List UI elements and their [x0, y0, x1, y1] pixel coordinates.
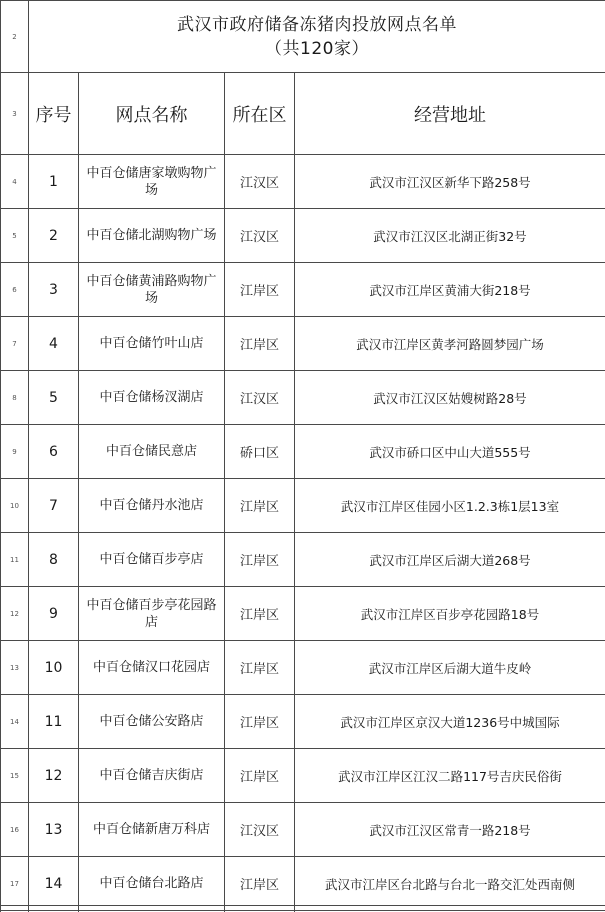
title-count: （共120家） — [31, 37, 603, 61]
district-cell: 江岸区 — [225, 317, 295, 371]
district-cell: 江汉区 — [225, 209, 295, 263]
district-cell: 江汉区 — [225, 371, 295, 425]
district-cell: 江岸区 — [225, 695, 295, 749]
row-number: 7 — [1, 317, 29, 371]
address-cell: 武汉市硚口区中山大道555号 — [295, 425, 605, 479]
address-cell: 武汉市江岸区江汉二路117号吉庆民俗街 — [295, 749, 605, 803]
district-cell: 江岸区 — [225, 749, 295, 803]
row-number: 14 — [1, 695, 29, 749]
seq-cell: 6 — [29, 425, 79, 479]
seq-cell: 3 — [29, 263, 79, 317]
seq-cell: 4 — [29, 317, 79, 371]
row-number: 5 — [1, 209, 29, 263]
table-row — [1, 317, 605, 371]
title-main: 武汉市政府储备冻猪肉投放网点名单 — [31, 13, 603, 37]
outlet-name-cell: 中百仓储北湖购物广场 — [79, 209, 225, 263]
address-cell: 武汉市江汉区北湖正街32号 — [295, 209, 605, 263]
outlet-name-cell: 中百仓储吉庆街店 — [79, 749, 225, 803]
row-number: 9 — [1, 425, 29, 479]
table-row — [1, 803, 605, 857]
row-number: 8 — [1, 371, 29, 425]
seq-cell: 14 — [29, 857, 79, 911]
address-cell: 武汉市江岸区佳园小区1.2.3栋1层13室 — [295, 479, 605, 533]
table-row — [1, 695, 605, 749]
table-row — [1, 479, 605, 533]
outlet-name-cell: 中百仓储汉口花园店 — [79, 641, 225, 695]
header-row — [1, 73, 605, 155]
district-cell: 江汉区 — [225, 155, 295, 209]
seq-cell: 8 — [29, 533, 79, 587]
row-number: 12 — [1, 587, 29, 641]
district-cell: 江岸区 — [225, 857, 295, 911]
table-row — [1, 587, 605, 641]
outlet-name-cell: 中百仓储唐家墩购物广场 — [79, 155, 225, 209]
outlet-name-cell: 中百仓储百步亭花园路店 — [79, 587, 225, 641]
title-row — [1, 1, 605, 73]
row-number: 6 — [1, 263, 29, 317]
table-row — [1, 371, 605, 425]
address-cell: 武汉市江岸区后湖大道牛皮岭 — [295, 641, 605, 695]
table-row — [1, 155, 605, 209]
table-row — [1, 209, 605, 263]
address-cell: 武汉市江汉区新华下路258号 — [295, 155, 605, 209]
row-number: 4 — [1, 155, 29, 209]
table-row — [1, 425, 605, 479]
district-cell: 江岸区 — [225, 263, 295, 317]
header-address: 经营地址 — [295, 73, 605, 155]
seq-cell: 11 — [29, 695, 79, 749]
table-row — [1, 749, 605, 803]
district-cell: 江岸区 — [225, 641, 295, 695]
outlet-name-cell: 中百仓储丹水池店 — [79, 479, 225, 533]
outlet-name-cell: 中百仓储新唐万科店 — [79, 803, 225, 857]
outlet-name-cell: 中百仓储公安路店 — [79, 695, 225, 749]
outlet-name-cell: 中百仓储民意店 — [79, 425, 225, 479]
header-district: 所在区 — [225, 73, 295, 155]
row-number: 15 — [1, 749, 29, 803]
address-cell: 武汉市江汉区常青一路218号 — [295, 803, 605, 857]
address-cell: 武汉市江岸区台北路与台北一路交汇处西南侧 — [295, 857, 605, 911]
seq-cell: 5 — [29, 371, 79, 425]
table-row — [1, 857, 605, 911]
seq-cell: 9 — [29, 587, 79, 641]
address-cell: 武汉市江岸区京汉大道1236号中城国际 — [295, 695, 605, 749]
row-number: 10 — [1, 479, 29, 533]
address-cell: 武汉市江岸区黄浦大街218号 — [295, 263, 605, 317]
district-cell: 江岸区 — [225, 587, 295, 641]
table-row — [1, 533, 605, 587]
seq-cell: 7 — [29, 479, 79, 533]
outlet-name-cell: 中百仓储百步亭店 — [79, 533, 225, 587]
district-cell: 江汉区 — [225, 803, 295, 857]
address-cell: 武汉市江岸区黄孝河路圆梦园广场 — [295, 317, 605, 371]
address-cell: 武汉市江岸区后湖大道268号 — [295, 533, 605, 587]
seq-cell: 13 — [29, 803, 79, 857]
row-number: 2 — [1, 1, 29, 73]
row-number: 16 — [1, 803, 29, 857]
outlet-name-cell: 中百仓储杨汊湖店 — [79, 371, 225, 425]
table-row — [1, 263, 605, 317]
district-cell: 江岸区 — [225, 533, 295, 587]
row-number: 13 — [1, 641, 29, 695]
header-name: 网点名称 — [79, 73, 225, 155]
header-seq: 序号 — [29, 73, 79, 155]
seq-cell: 2 — [29, 209, 79, 263]
table-row — [1, 641, 605, 695]
address-cell: 武汉市江汉区姑嫂树路28号 — [295, 371, 605, 425]
outlet-name-cell: 中百仓储黄浦路购物广场 — [79, 263, 225, 317]
address-cell: 武汉市江岸区百步亭花园路18号 — [295, 587, 605, 641]
outlet-name-cell: 中百仓储台北路店 — [79, 857, 225, 911]
row-number: 3 — [1, 73, 29, 155]
district-cell: 硚口区 — [225, 425, 295, 479]
table-title — [29, 1, 605, 73]
row-number: 17 — [1, 857, 29, 911]
seq-cell: 10 — [29, 641, 79, 695]
outlet-name-cell: 中百仓储竹叶山店 — [79, 317, 225, 371]
seq-cell: 1 — [29, 155, 79, 209]
seq-cell: 12 — [29, 749, 79, 803]
district-cell: 江岸区 — [225, 479, 295, 533]
row-number: 11 — [1, 533, 29, 587]
